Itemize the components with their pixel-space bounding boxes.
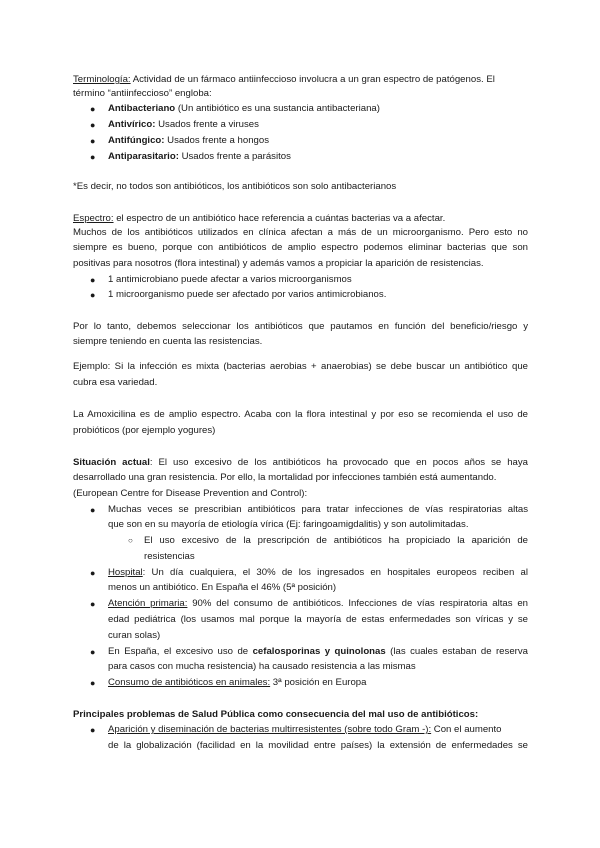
- amoxicilina-line2: probióticos (por ejemplo yogures): [73, 425, 216, 436]
- list-item: Antiparasitario: Usados frente a parásitos: [108, 151, 291, 162]
- problemas-item1-line1: Aparición y diseminación de bacterias multirresistentes (sobre todo Gram -): Con el aumento: [108, 724, 502, 735]
- bullet-icon: ●: [90, 599, 96, 609]
- terminologia-note: *Es decir, no todos son antibióticos, los antibióticos son solo antibacterianos: [73, 181, 397, 192]
- bullet-icon: ●: [90, 290, 96, 300]
- atencion-line1: Atención primaria: 90% del consumo de antibióticos. Infecciones de vías respiratoria altas en: [108, 598, 528, 609]
- problemas-item1-line2: de la globalización (facilidad en la movilidad entre países) la extensión de enfermedades se: [108, 740, 528, 751]
- situacion-line1: Situación actual: El uso excesivo de los antibióticos ha provocado que en pocos años se haya: [73, 457, 528, 468]
- espectro-label: Espectro:: [73, 213, 114, 224]
- bullet-icon: ●: [90, 275, 96, 285]
- bullet-icon: ●: [90, 104, 96, 114]
- terminologia-paragraph-line1: Terminología: Actividad de un fármaco antiinfeccioso involucra a un gran espectro de patógenos. El: [73, 74, 495, 85]
- list-item: Antibacteriano (Un antibiótico es una sustancia antibacteriana): [108, 103, 380, 114]
- situacion-sub1-line2: resistencias: [144, 551, 195, 562]
- hospital-label: Hospital: [108, 567, 143, 578]
- bullet-icon: ●: [90, 505, 96, 515]
- list-item: Antifúngico: Usados frente a hongos: [108, 135, 270, 146]
- situacion-line3: (European Centre for Disease Prevention and Control):: [73, 488, 308, 499]
- atencion-label: Atención primaria:: [108, 598, 188, 609]
- espana-line2: para casos con mucha resistencia) ha causado resistencia a las mismas: [108, 661, 416, 672]
- espectro-paragraph-line3: siempre es bueno, porque con antibióticos de amplio espectro podemos eliminar bacterias que son: [73, 242, 528, 253]
- situacion-sub1-line1: El uso excesivo de la prescripción de antibióticos ha propiciado la aparición de: [144, 535, 528, 546]
- problemas-title: Principales problemas de Salud Pública como consecuencia del mal uso de antibióticos:: [73, 709, 479, 720]
- bullet-icon: ●: [90, 647, 96, 657]
- hospital-line1: Hospital: Un día cualquiera, el 30% de los ingresados en hospitales europeos reciben al: [108, 567, 528, 578]
- bullet-icon: ●: [90, 678, 96, 688]
- seleccion-line1: Por lo tanto, debemos seleccionar los antibióticos que pautamos en función del beneficio/riesgo y: [73, 321, 528, 332]
- terminologia-paragraph-line2: término “antiinfeccioso” engloba:: [73, 88, 212, 99]
- atencion-line3: curan solas): [108, 630, 161, 641]
- bullet-icon: ●: [90, 725, 96, 735]
- ejemplo-line1: Ejemplo: Si la infección es mixta (bacterias aerobias + anaerobias) se debe buscar un antibiótico que: [73, 361, 528, 372]
- ejemplo-line2: cubra esa variedad.: [73, 377, 158, 388]
- hospital-line2: menos un antibiótico. En España el 46% (5ª posición): [108, 582, 337, 593]
- bullet-icon: ●: [90, 152, 96, 162]
- bullet-icon: ●: [90, 120, 96, 130]
- problemas-item1-label: Aparición y diseminación de bacterias multirresistentes (sobre todo Gram -):: [108, 724, 432, 735]
- situacion-label: Situación actual: [73, 457, 150, 468]
- consumo-label: Consumo de antibióticos en animales:: [108, 677, 271, 688]
- list-item: 1 antimicrobiano puede afectar a varios microorganismos: [108, 274, 352, 285]
- consumo-line: Consumo de antibióticos en animales: 3ª posición en Europa: [108, 677, 367, 688]
- situacion-bullet1-line2: que son en su mayoría de etiología vírica (Ej: faringoamigdalitis) y son autolimitadas.: [108, 519, 469, 530]
- bullet-icon: ●: [90, 568, 96, 578]
- espectro-paragraph-line2: Muchos de los antibióticos utilizados en clínica afectan a más de un microorganismo. Pero esto no: [73, 227, 528, 238]
- list-item: 1 microorganismo puede ser afectado por varios antimicrobianos.: [108, 289, 387, 300]
- situacion-line2: desarrollado una gran resistencia. Por ello, la mortalidad por infecciones también está aumentando.: [73, 472, 497, 483]
- circle-bullet-icon: ○: [128, 536, 133, 545]
- situacion-bullet1-line1: Muchas veces se prescribian antibióticos para tratar infecciones de vías respiratorias altas: [108, 504, 528, 515]
- espectro-paragraph-line4: positivas para nosotros (flora intestinal) y además vamos a propiciar la aparición de resistencias.: [73, 258, 484, 269]
- terminologia-label: Terminología:: [73, 74, 131, 85]
- list-item: Antivírico: Usados frente a viruses: [108, 119, 259, 130]
- atencion-line2: edad pediátrica (los usamos mal porque la mayoría de estas enfermedades son víricas y se: [108, 614, 528, 625]
- bullet-icon: ●: [90, 136, 96, 146]
- espana-line1: En España, el excesivo uso de cefalosporinas y quinolonas (las cuales estaban de reserva: [108, 646, 528, 657]
- seleccion-line2: siempre teniendo en cuenta las resistencias.: [73, 336, 263, 347]
- espectro-paragraph-line1: Espectro: el espectro de un antibiótico hace referencia a cuántas bacterias va a afectar.: [73, 213, 446, 224]
- amoxicilina-line1: La Amoxicilina es de amplio espectro. Acaba con la flora intestinal y por eso se recomienda el uso de: [73, 409, 528, 420]
